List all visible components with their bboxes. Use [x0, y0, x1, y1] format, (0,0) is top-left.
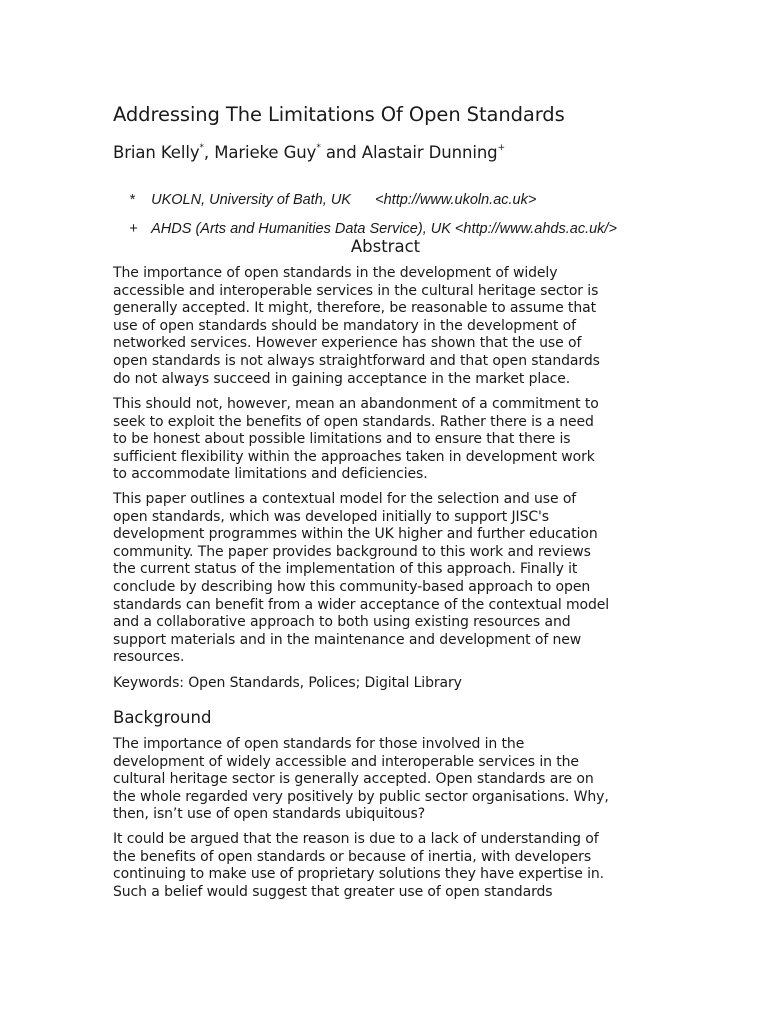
author-mark: +: [497, 143, 506, 153]
text-line: continuing to make use of proprietary solutions they have expertise in.: [113, 866, 604, 883]
text-line: standards can benefit from a wider acceptance of the contextual model: [113, 596, 610, 613]
author-separator: and: [320, 143, 362, 162]
text-line: This should not, however, mean an abandonment of a commitment to: [113, 396, 599, 412]
text-line: The importance of open standards for those involved in the: [113, 736, 525, 752]
text-line: Such a belief would suggest that greater use of open standards: [113, 883, 553, 900]
text-line: resources.: [113, 649, 185, 666]
text-line: the whole regarded very positively by public sector organisations. Why,: [113, 788, 609, 805]
affiliation-mark: +: [129, 221, 138, 237]
text-line: The importance of open standards in the development of widely: [113, 265, 558, 281]
text-line: and a collaborative approach to both using existing resources and: [113, 614, 571, 631]
text-line: It could be argued that the reason is due to a lack of understanding of: [113, 831, 599, 847]
affiliation-text: AHDS (Arts and Humanities Data Service), UK <http://www.ahds.ac.uk/>: [151, 221, 617, 237]
body-paragraph: [113, 396, 658, 484]
text-line: open standards, which was developed initially to support JISC's: [113, 508, 549, 525]
text-line: the current status of the implementation of this approach. Finally it: [113, 561, 578, 578]
author-mark: *: [199, 143, 204, 153]
body-paragraph: [113, 265, 658, 388]
author-list: [113, 143, 505, 162]
body-paragraph: [113, 736, 658, 824]
text-line: use of open standards should be mandatory in the development of: [113, 317, 576, 334]
keywords: Keywords: Open Standards, Polices; Digital Library: [113, 675, 462, 691]
body-paragraph: [113, 831, 658, 901]
text-line: accessible and interoperable services in the cultural heritage sector is: [113, 282, 599, 299]
affiliation-mark: *: [129, 192, 135, 208]
text-line: to accommodate limitations and deficiencies.: [113, 466, 428, 483]
text-line: development programmes within the UK higher and further education: [113, 526, 598, 543]
text-line: networked services. However experience has shown that the use of: [113, 335, 582, 352]
text-line: development of widely accessible and interoperable services in the: [113, 753, 579, 770]
author-name: Marieke Guy: [214, 143, 317, 162]
text-line: seek to exploit the benefits of open standards. Rather there is a need: [113, 413, 594, 430]
text-line: generally accepted. It might, therefore, be reasonable to assume that: [113, 300, 596, 317]
abstract-heading: Abstract: [350, 237, 421, 256]
text-line: open standards is not always straightforward and that open standards: [113, 352, 600, 369]
text-line: cultural heritage sector is generally accepted. Open standards are on: [113, 771, 594, 788]
text-line: the benefits of open standards or because of inertia, with developers: [113, 848, 592, 865]
text-line: to be honest about possible limitations and to ensure that there is: [113, 431, 571, 448]
affiliation-text: UKOLN, University of Bath, UK <http://www.ukoln.ac.uk>: [151, 192, 537, 208]
author-name: Brian Kelly: [113, 143, 200, 162]
paper-title: Addressing The Limitations Of Open Standards: [113, 103, 565, 126]
background-heading: Background: [113, 708, 212, 727]
text-line: sufficient flexibility within the approaches taken in development work: [113, 448, 595, 465]
author-name: Alastair Dunning: [361, 143, 498, 162]
text-line: do not always succeed in gaining acceptance in the market place.: [113, 370, 571, 387]
author-mark: *: [316, 143, 321, 153]
text-line: community. The paper provides background to this work and reviews: [113, 543, 591, 560]
author-separator: ,: [203, 143, 215, 162]
text-line: This paper outlines a contextual model for the selection and use of: [113, 491, 577, 507]
text-line: then, isn’t use of open standards ubiquitous?: [113, 806, 426, 823]
text-line: support materials and in the maintenance and development of new: [113, 631, 582, 648]
text-line: conclude by describing how this community-based approach to open: [113, 578, 591, 595]
body-paragraph: [113, 491, 658, 667]
